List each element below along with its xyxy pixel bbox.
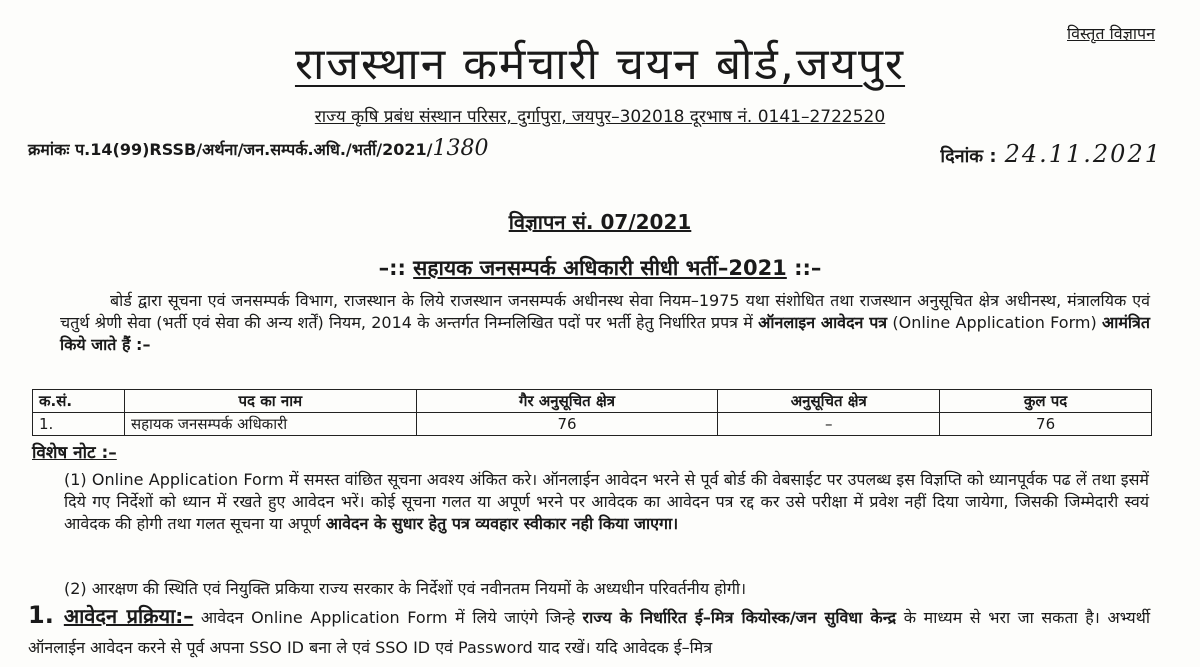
cell-scheduled: – [718,413,940,436]
intro-mid: (Online Application Form) [887,313,1102,332]
special-notes-title: विशेष नोट :– [32,443,117,463]
section-text-b: के माध्यम से भरा जा सकता है। अभ्यर्थी ऑनलाईन आवेदन करने से पूर्व अपना SSO ID बना ले एवं SSO ID एवं Password याद रखें। यदि आवेदक ई–मित्र [28,608,1150,657]
organization-title: राजस्थान कर्मचारी चयन बोर्ड,जयपुर [294,39,906,90]
cell-post-name: सहायक जनसम्पर्क अधिकारी [124,413,416,436]
posts-table [32,389,1152,436]
intro-bold-2: आमंत्रित किये जाते हैं :– [60,313,1151,354]
header-total-posts: कुल पद [940,390,1152,413]
section-heading: आवेदन प्रक्रिया:– [63,604,194,628]
section-text-a: आवेदन Online Application Form में लिये जाएंगे जिन्हे [193,608,583,627]
document-type-label: विस्तृत विज्ञापन [1067,24,1155,43]
reference-number [28,136,488,161]
subject-prefix: –:: [378,256,414,280]
advertisement-number: विज्ञापन सं. 07/2021 [508,210,692,234]
intro-text: बोर्ड द्वारा सूचना एवं जनसम्पर्क विभाग, राजस्थान के लिये राजस्थान जनसम्पर्क अधीनस्थ सेवा नियम–1975 यथा संशोधित तथा राजस्थान अनुसूचित क्षेत्र अधीनस्थ, मंत्रालयिक एवं चतुर्थ श्रेणी सेवा (भर्ती एवं सेवा की अन्य शर्तें) नियम, 2014 के अन्तर्गत निम्नलिखित पदों पर भर्ती हेतु निर्धारित प्रपत्र में [60,291,1150,332]
note-2: (2) आरक्षण की स्थिति एवं नियुक्ति प्रकिया राज्य सरकार के निर्देशों एवं नवीनतम नियमों के अध्यधीन परिवर्तनीय होगी। [64,579,747,598]
header-scheduled-area: अनुसूचित क्षेत्र [718,390,940,413]
cell-non-scheduled: 76 [416,413,718,436]
organization-address: राज्य कृषि प्रबंध संस्थान परिसर, दुर्गापुरा, जयपुर–302018 दूरभाष नं. 0141–2722520 [314,107,886,127]
note-1-text: (1) Online Application Form में समस्त वांछित सूचना अवश्य अंकित करे। ऑनलाईन आवेदन भरने से पूर्व बोर्ड की वेबसाईट पर उपलब्ध इस विज्ञप्ति को ध्यानपूर्वक पढ लें तथा इसमें दिये गए निर्देशों को ध्यान में रखते हुए आवेदन भरें। कोई सूचना गलत या अपूर्ण भरने पर आवेदक का आवेदन पत्र रद्द कर उसे परीक्षा में प्रवेश नहीं दिया जायेगा, जिसकी जिम्मेदारी स्वयं आवेदक की होगी तथा गलत सूचना या अपूर्ण [64,470,1149,533]
intro-bold-1: ऑनलाइन आवेदन पत्र [758,313,888,332]
section-bold: राज्य के निर्धारित ई–मित्र कियोस्क/जन सुविधा केन्द्र [582,608,897,627]
table-header-row [33,390,1152,413]
table-row [33,413,1152,436]
date-label: दिनांक : [940,146,997,167]
header-non-scheduled-area: गैर अनुसूचित क्षेत्र [416,390,718,413]
cell-serial: 1. [33,413,125,436]
section-application-process [28,600,1150,663]
subject-text: सहायक जनसम्पर्क अधिकारी सीधी भर्ती–2021 [413,256,787,280]
date-handwritten-value: 24.11.2021 [1004,140,1162,168]
intro-paragraph [60,290,1150,356]
note-1-bold: आवेदन के सुधार हेतु पत्र व्यवहार स्वीकार नही किया जाएगा। [325,514,679,533]
issue-date [940,140,1162,168]
header-post-name: पद का नाम [124,390,416,413]
reference-label: क्रमांकः प.14(99)RSSB/अर्थना/जन.सम्पर्क.अधि./भर्ती/2021/ [28,140,433,159]
cell-total: 76 [940,413,1152,436]
note-1 [64,469,1149,535]
advertisement-subject [0,254,1200,282]
reference-handwritten-number: 1380 [432,136,489,161]
header-serial: क.सं. [33,390,125,413]
subject-suffix: ::– [786,256,822,280]
section-number: 1. [28,601,54,629]
